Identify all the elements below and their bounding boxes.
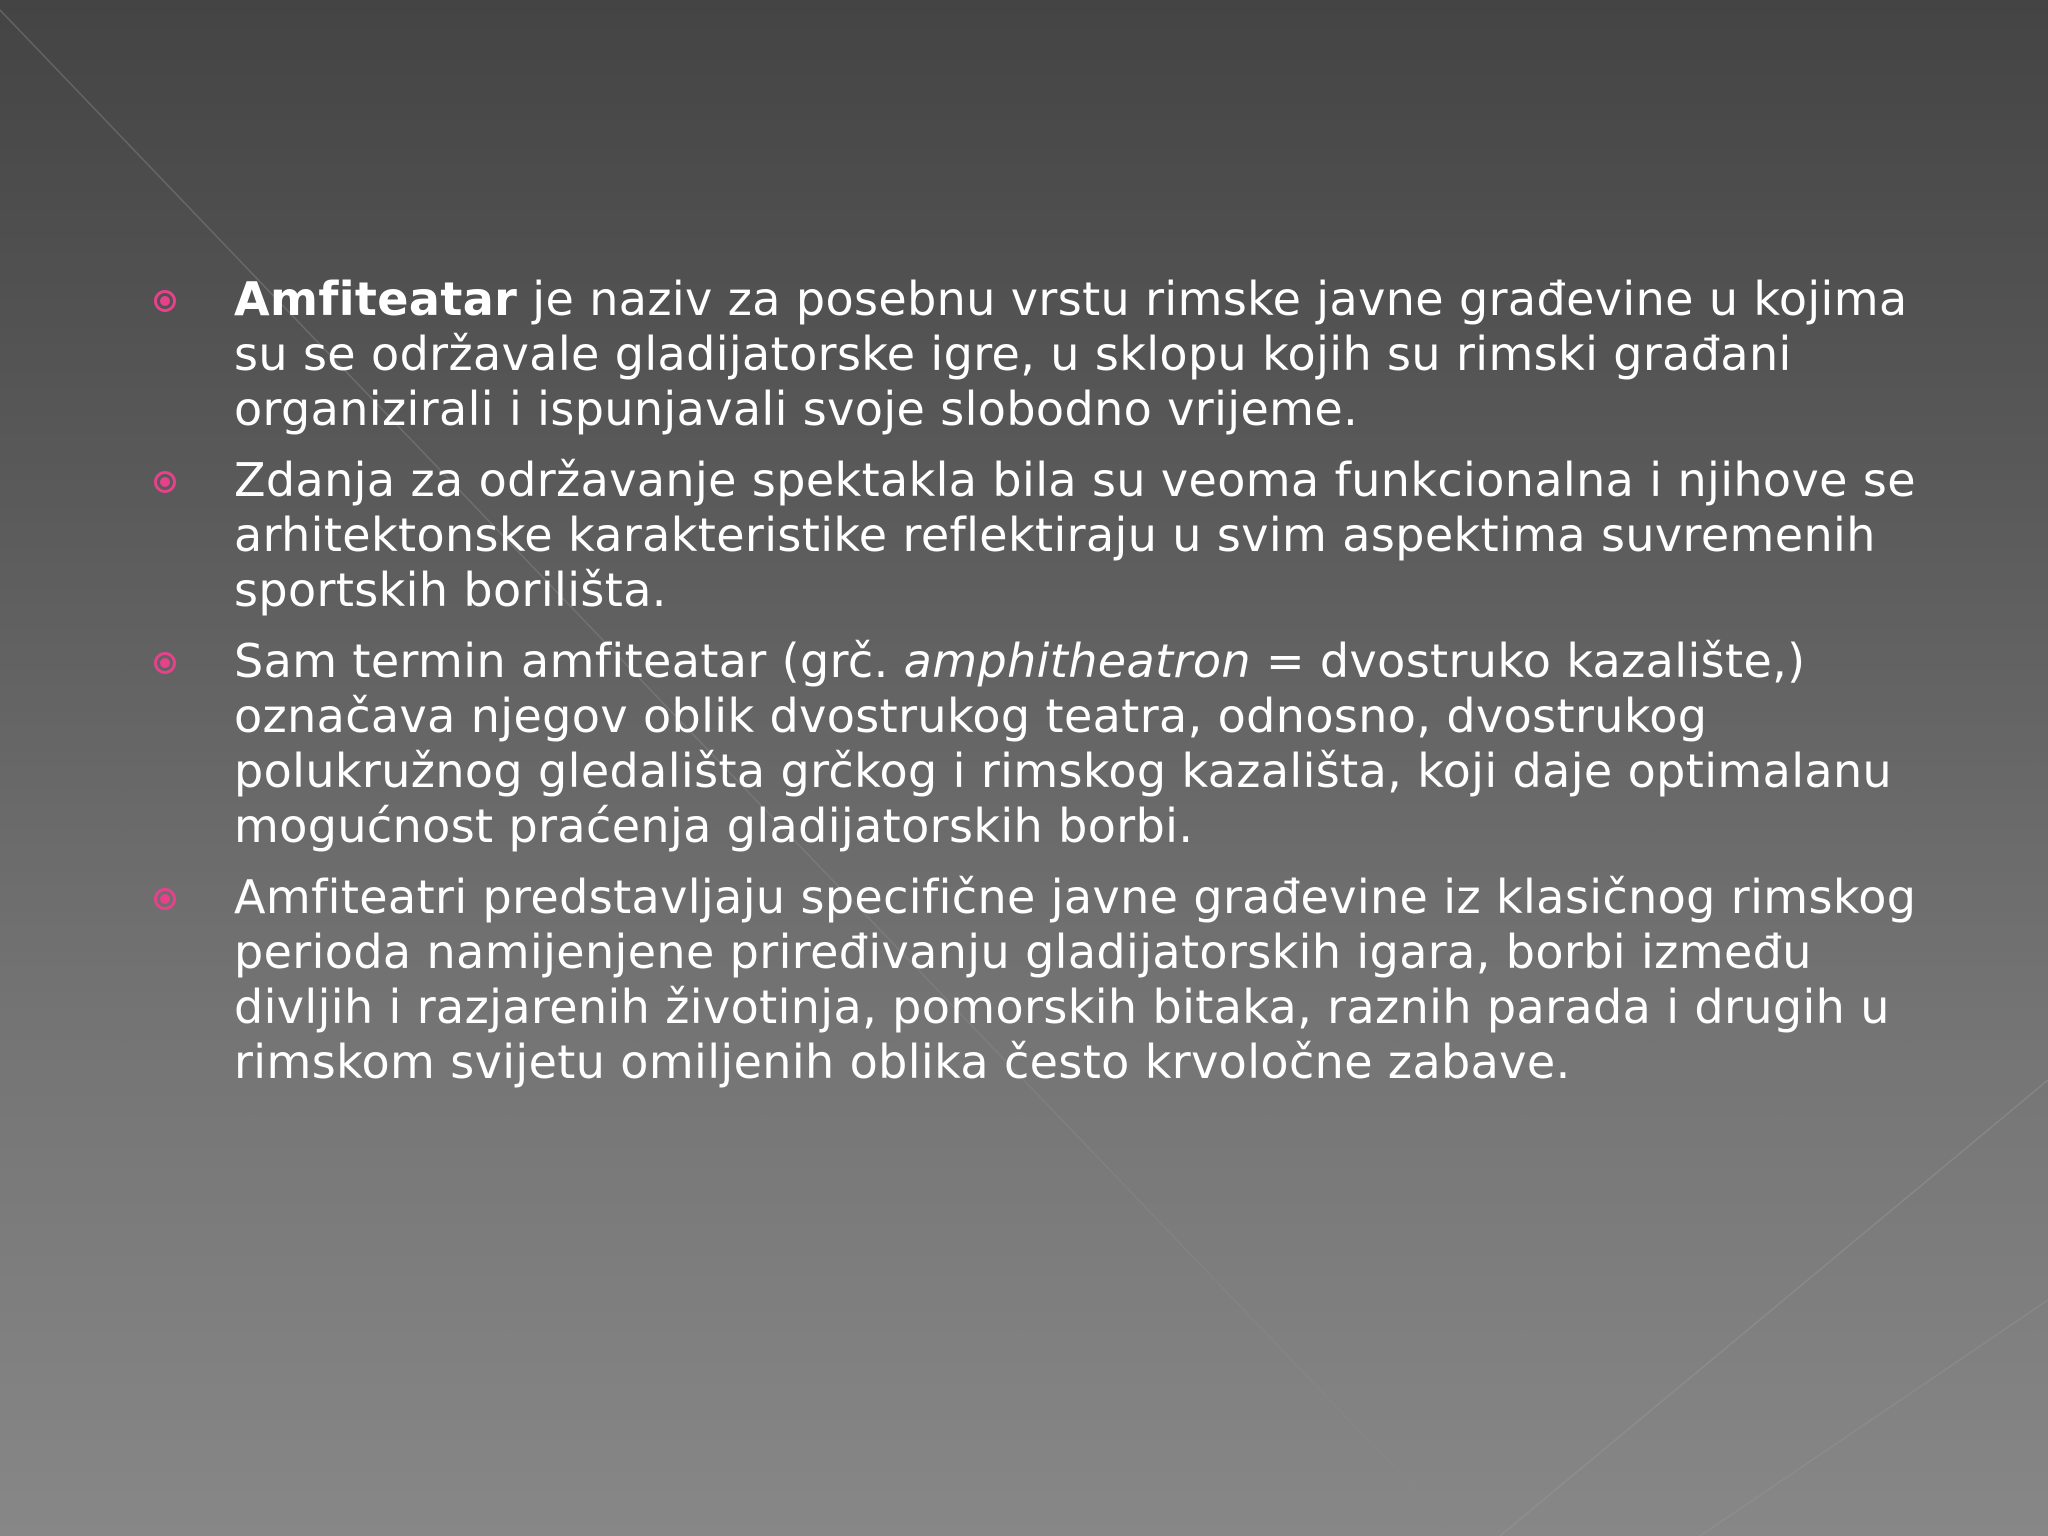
- bullet-text: Zdanja za održavanje spektakla bila su veoma funkcionalna i njihove se arhitektonske karakteristike reflektiraju u svim aspektima suvremenih sportskih borilišta.: [234, 453, 1916, 617]
- bullet-item: [140, 634, 1940, 854]
- bullet-italic-term: amphitheatron: [903, 634, 1251, 688]
- bullet-target-icon: [154, 888, 176, 910]
- bullet-bold-term: Amfiteatar: [234, 272, 518, 326]
- bullet-item: [140, 453, 1940, 618]
- bullet-text: Amfiteatri predstavljaju specifične javne građevine iz klasičnog rimskog perioda namijenjene priređivanju gladijatorskih igara, borbi između divljih i razjarenih životinja, pomorskih bitaka, raznih parada i drugih u rimskom svijetu omiljenih oblika često krvoločne zabave.: [234, 870, 1917, 1089]
- bullet-target-icon: [154, 290, 176, 312]
- bullet-item: [140, 272, 1940, 437]
- bullet-text-start: Sam termin amfiteatar (grč.: [234, 634, 904, 688]
- bullet-item: [140, 870, 1940, 1090]
- bullet-text: je naziv za posebnu vrstu rimske javne građevine u kojima su se održavale gladijatorske igre, u sklopu kojih su rimski građani organizirali i ispunjavali svoje slobodno vrijeme.: [234, 272, 1908, 436]
- bullet-target-icon: [154, 471, 176, 493]
- bullet-text-end: = dvostruko kazalište,) označava njegov oblik dvostrukog teatra, odnosno, dvostrukog polukružnog gledališta grčkog i rimskog kazališta, koji daje optimalanu mogućnost praćenja gladijatorskih borbi.: [234, 634, 1893, 853]
- bullet-list: [140, 272, 1940, 1106]
- bullet-target-icon: [154, 652, 176, 674]
